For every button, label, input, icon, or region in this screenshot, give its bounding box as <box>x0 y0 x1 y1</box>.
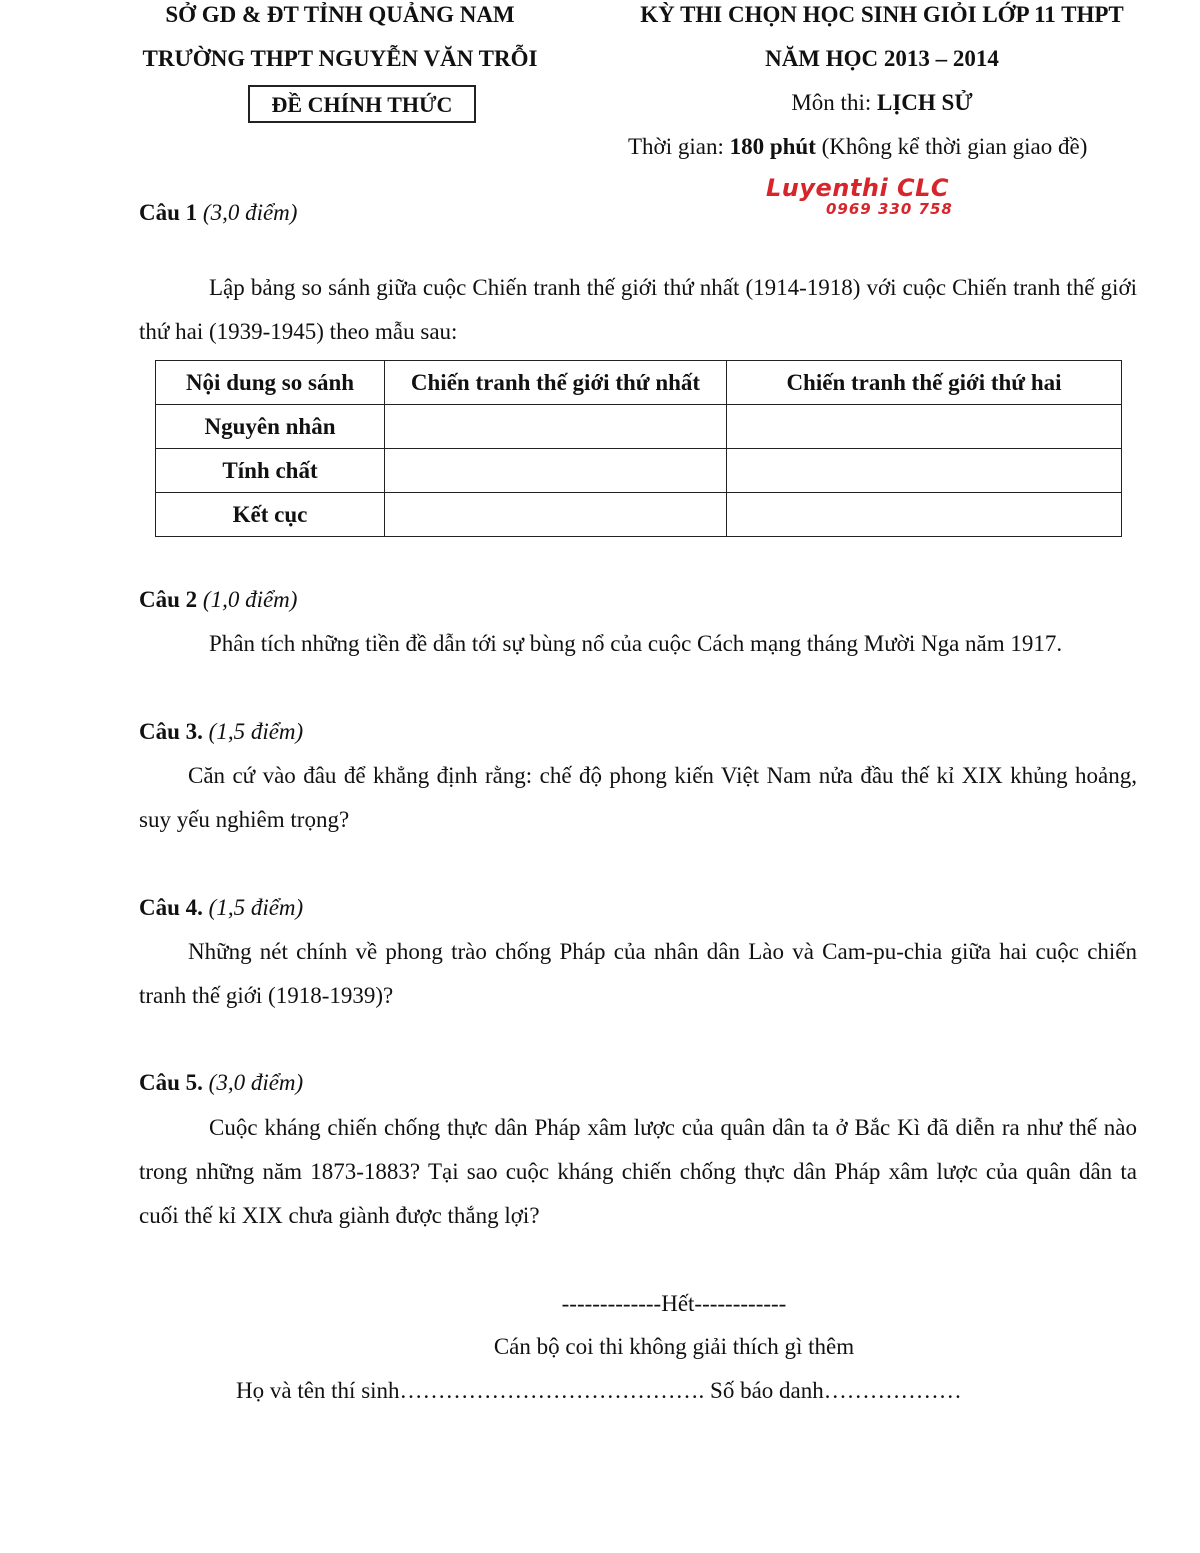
table-row <box>156 493 1122 537</box>
table-header-cell: Chiến tranh thế giới thứ hai <box>727 361 1122 405</box>
id-label: . Số báo danh <box>698 1378 824 1403</box>
table-cell-empty <box>385 449 727 493</box>
table-cell-empty <box>385 493 727 537</box>
question-5-heading <box>139 1070 303 1096</box>
subject-name: LỊCH SỬ <box>876 90 973 115</box>
subject-line <box>640 90 1124 116</box>
question-4-text: Những nét chính về phong trào chống Pháp của nhân dân Lào và Cam-pu-chia giữa hai cuộc chiến tranh thế giới (1918-1939)? <box>139 939 1137 1008</box>
watermark-logo: Luyenthi CLC <box>766 174 950 202</box>
question-points: (1,5 điểm) <box>202 719 304 744</box>
id-blank: ……………… <box>823 1378 962 1403</box>
question-2-heading <box>139 587 297 613</box>
table-row <box>156 405 1122 449</box>
name-blank: ………………………………… <box>399 1378 699 1403</box>
question-4-heading <box>139 895 303 921</box>
table-header-cell: Nội dung so sánh <box>156 361 385 405</box>
proctor-note: Cán bộ coi thi không giải thích gì thêm <box>493 1334 855 1359</box>
question-5-text: Cuộc kháng chiến chống thực dân Pháp xâm lược của quân dân ta ở Bắc Kì đã diễn ra như thế nào trong những năm 1873-1883? Tại sao cuộc kháng chiến chống thực dân Pháp xâm lược của quân dân ta cuối thế kỉ XIX chưa giành được thắng lợi? <box>139 1115 1137 1228</box>
table-row-label: Kết cục <box>156 493 385 537</box>
question-1-text: Lập bảng so sánh giữa cuộc Chiến tranh thế giới thứ nhất (1914-1918) với cuộc Chiến tranh thế giới thứ hai (1939-1945) theo mẫu sau: <box>139 275 1137 344</box>
time-line <box>628 134 1087 160</box>
question-3-text: Căn cứ vào đâu để khẳng định rằng: chế độ phong kiến Việt Nam nửa đầu thế kỉ XIX khủng hoảng, suy yếu nghiêm trọng? <box>139 763 1137 832</box>
table-cell-empty <box>727 449 1122 493</box>
table-cell-empty <box>385 405 727 449</box>
school-year: NĂM HỌC 2013 – 2014 <box>765 46 999 71</box>
table-header-cell: Chiến tranh thế giới thứ nhất <box>385 361 727 405</box>
question-points: (1,0 điểm) <box>197 587 298 612</box>
question-label: Câu 2 <box>139 587 198 612</box>
question-2-text: Phân tích những tiền đề dẫn tới sự bùng nổ của cuộc Cách mạng tháng Mười Nga năm 1917. <box>209 631 1063 656</box>
school-name: TRƯỜNG THPT NGUYỄN VĂN TRỖI <box>142 46 538 71</box>
table-row-label: Nguyên nhân <box>156 405 385 449</box>
question-label: Câu 4. <box>139 895 203 920</box>
comparison-table <box>155 360 1122 537</box>
name-label: Họ và tên thí sinh <box>236 1378 400 1403</box>
question-points: (3,0 điểm) <box>197 200 298 225</box>
table-header-row <box>156 361 1122 405</box>
table-cell-empty <box>727 493 1122 537</box>
subject-prefix: Môn thi: <box>791 90 877 115</box>
question-points: (1,5 điểm) <box>202 895 304 920</box>
official-label: ĐỀ CHÍNH THỨC <box>248 85 476 123</box>
exam-title: KỲ THI CHỌN HỌC SINH GIỎI LỚP 11 THPT <box>640 2 1124 27</box>
table-row <box>156 449 1122 493</box>
table-cell-empty <box>727 405 1122 449</box>
watermark-phone: 0969 330 758 <box>826 200 953 218</box>
question-label: Câu 1 <box>139 200 198 225</box>
time-value: 180 phút <box>729 134 816 159</box>
end-mark: -------------Hết------------ <box>561 1291 787 1316</box>
question-3-heading <box>139 719 303 745</box>
department-name: SỞ GD & ĐT TỈNH QUẢNG NAM <box>165 2 515 27</box>
question-label: Câu 5. <box>139 1070 203 1095</box>
candidate-line <box>236 1378 962 1404</box>
time-prefix: Thời gian: <box>628 134 730 159</box>
table-row-label: Tính chất <box>156 449 385 493</box>
question-label: Câu 3. <box>139 719 203 744</box>
question-1-heading <box>139 200 297 226</box>
time-note: (Không kể thời gian giao đề) <box>815 134 1088 159</box>
question-points: (3,0 điểm) <box>202 1070 304 1095</box>
